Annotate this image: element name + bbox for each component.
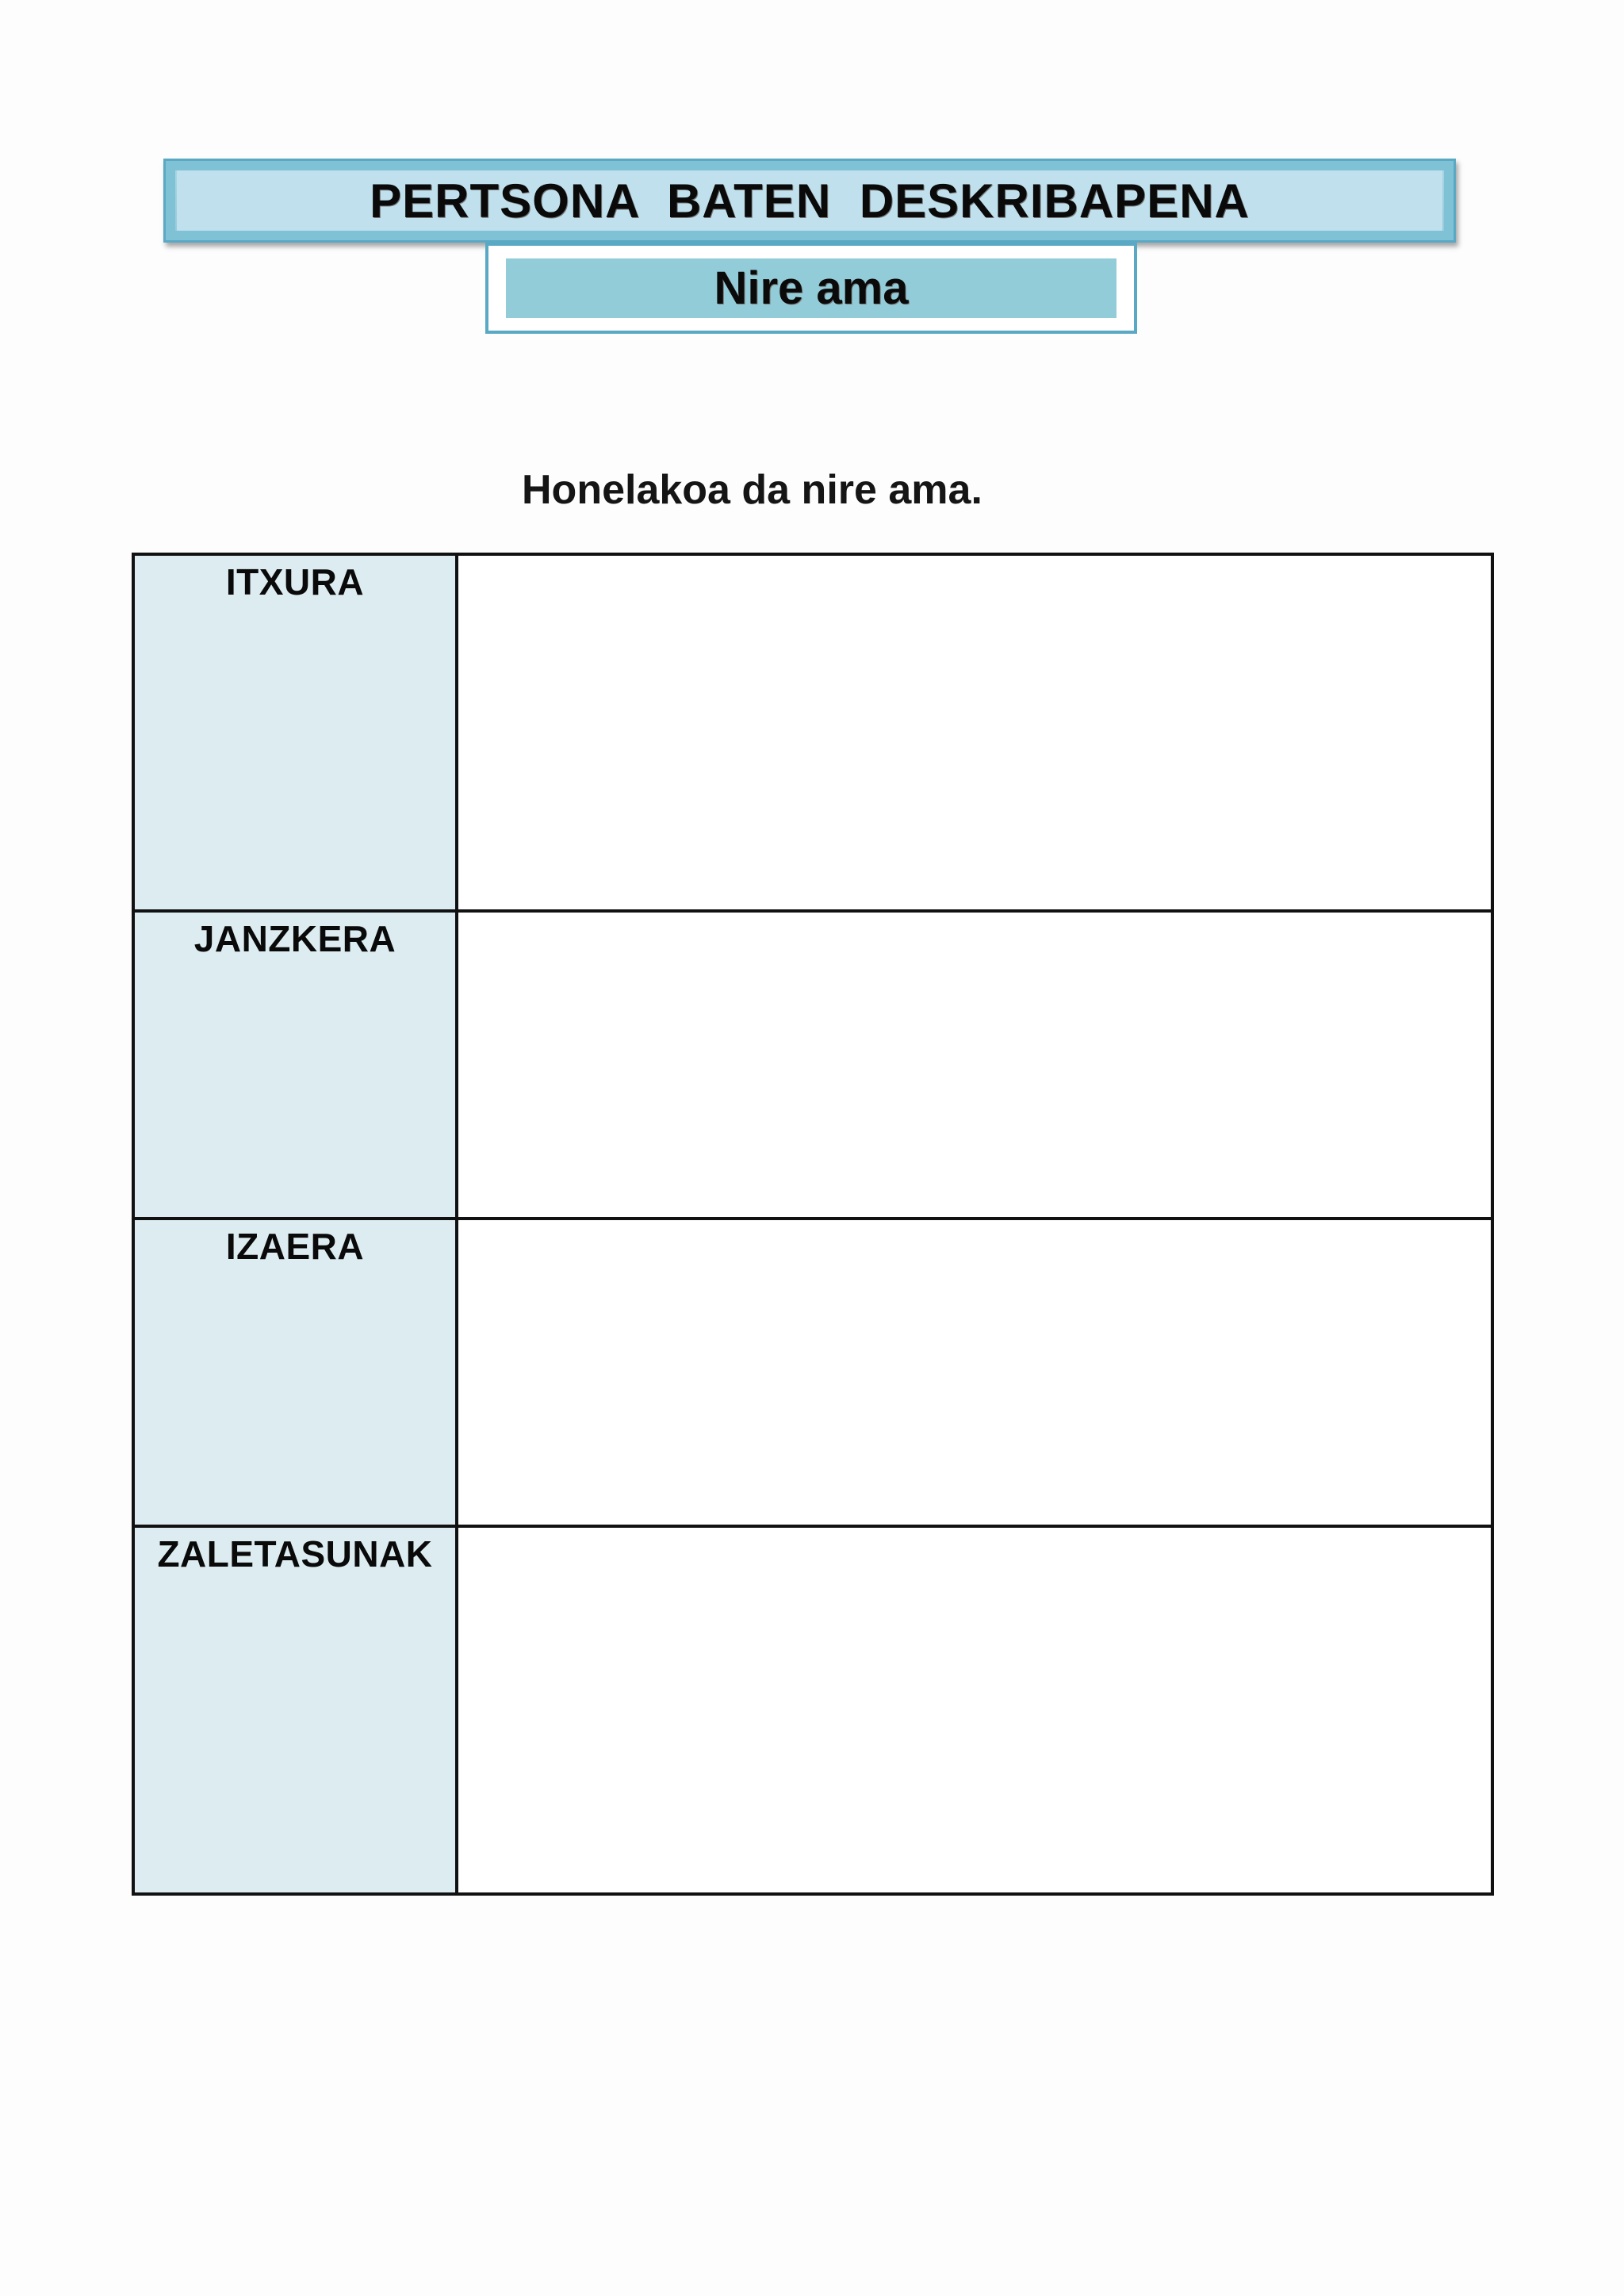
label-cell	[133, 554, 457, 911]
intro-sentence: Honelakoa da nire ama.	[522, 467, 982, 513]
row-label: ZALETASUNAK	[157, 1533, 433, 1575]
row-label: IZAERA	[225, 1226, 365, 1267]
row-label: JANZKERA	[193, 918, 396, 959]
writing-area-izaera[interactable]	[457, 1219, 1492, 1526]
page-subtitle: Nire ama	[714, 262, 909, 314]
description-table	[132, 553, 1494, 1896]
label-cell	[133, 1219, 457, 1526]
writing-area-itxura[interactable]	[457, 554, 1492, 911]
table-row	[133, 1219, 1492, 1526]
writing-area-zaletasunak[interactable]	[457, 1526, 1492, 1894]
subtitle-box	[485, 243, 1137, 334]
label-cell	[133, 911, 457, 1219]
writing-area-janzkera[interactable]	[457, 911, 1492, 1219]
page-title: PERTSONA BATEN DESKRIBAPENA	[370, 174, 1250, 228]
table-row	[133, 554, 1492, 911]
title-banner	[163, 159, 1456, 243]
table-row	[133, 1526, 1492, 1894]
row-label: ITXURA	[225, 561, 365, 603]
table-row	[133, 911, 1492, 1219]
label-cell	[133, 1526, 457, 1894]
